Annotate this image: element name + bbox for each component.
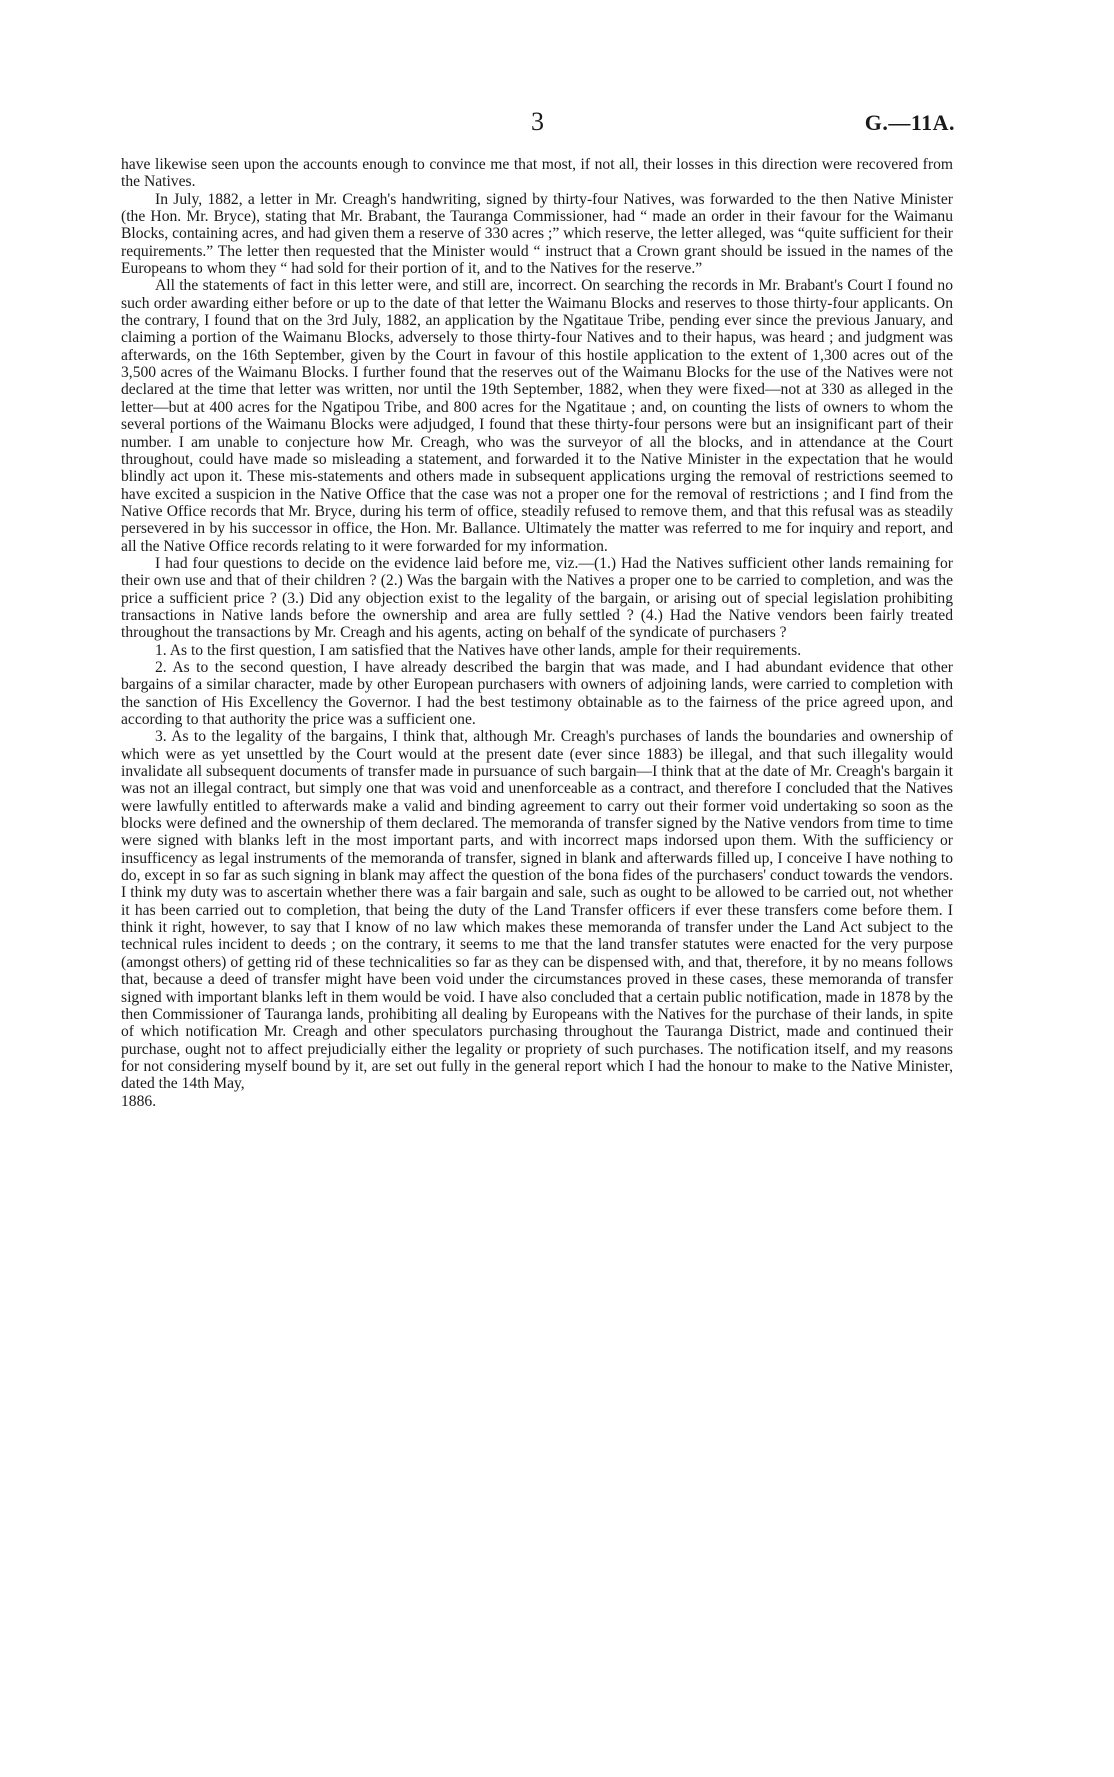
- paragraph-answer-3: 3. As to the legality of the bargains, I think that, although Mr. Creagh's purchases of lands the boundaries and ownership of which were as yet unsettled by the Court would at the present date (ever since 1883) be illegal, and that such illegality would invalidate all subsequent documents of transfer made in pursuance of such bargain—I think that at the date of Mr. Creagh's bargain it was not an illegal contract, but simply one that was void and unenforceable as a contract, and therefore I concluded that the Natives were lawfully entitled to afterwards make a valid and binding agreement to carry out their former void undertaking so soon as the blocks were defined and the ownership of them declared. The memoranda of transfer signed by the Native vendors from time to time were signed with blanks left in the most important parts, and with incorrect maps indorsed upon them. With the sufficiency or insufficency as legal instruments of the memoranda of transfer, signed in blank and afterwards filled up, I conceive I have nothing to do, except in so far as such signing in blank may affect the question of the bona fides of the purchasers' conduct towards the vendors. I think my duty was to ascertain whether there was a fair bargain and sale, such as ought to be allowed to be carried out, not whether it has been carried out to completion, that being the duty of the Land Transfer officers if ever these transfers come before them. I think it right, however, to say that I know of no law which makes these memoranda of transfer under the Land Act subject to the technical rules incident to deeds ; on the contrary, it seems to me that the land transfer statutes were enacted for the very purpose (amongst others) of getting rid of these technicalities so far as they can be dispensed with, and that, therefore, it by no means follows that, because a deed of transfer might have been void under the circumstances proved in these cases, these memoranda of transfer signed with important blanks left in them would be void. I have also concluded that a certain public notification, made in 1878 by the then Commissioner of Tauranga lands, prohibiting all dealing by Europeans with the Natives for the purchase of their lands, in spite of which notification Mr. Creagh and other speculators purchasing throughout the Tauranga District, made and continued their purchase, ought not to affect prejudicially either the legality or propriety of such purchases. The notification itself, and my reasons for not considering myself bound by it, are set out fully in the general report which I had the honour to make to the Native Minister, dated the 14th May,: [121, 728, 953, 1093]
- paragraph-answer-1: 1. As to the first question, I am satisfied that the Natives have other lands, ample for their requirements.: [155, 641, 802, 659]
- date-line: 1886.: [121, 1092, 157, 1110]
- paragraph-statements: All the statements of fact in this letter were, and still are, incorrect. On searching the records in Mr. Brabant's Court I found no such order awarding either before or up to the date of that letter the Waimanu Blocks and reserves to those thirty-four applicants. On the contrary, I found that on the 3rd July, 1882, an application by the Ngatitaue Tribe, pending ever since the previous January, and claiming a portion of the Waimanu Blocks, adversely to those thirty-four Natives and to their hapus, was heard ; and judgment was afterwards, on the 16th September, given by the Court in favour of this hostile application to the extent of 1,300 acres out of the 3,500 acres of the Waimanu Blocks. I further found that the reserves out of the Waimanu Blocks for the use of the Natives were not declared at the time that letter was written, nor until the 19th September, 1882, when they were fixed—not at 330 as alleged in the letter—but at 400 acres for the Ngatipou Tribe, and 800 acres for the Ngatitaue ; and, on counting the lists of owners to whom the several portions of the Waimanu Blocks were adjudged, I found that these thirty-four persons were but an insignificant part of their number. I am unable to conjecture how Mr. Creagh, who was the surveyor of all the blocks, and in attendance at the Court throughout, could have made so misleading a statement, and forwarded it to the Native Minister in the expectation that he would blindly act upon it. These mis-statements and others made in subsequent applications urging the removal of restrictions seemed to have excited a suspicion in the Native Office that the case was not a proper one for the removal of restrictions ; and I find from the Native Office records that Mr. Bryce, during his term of office, steadily refused to remove them, and that this refusal was as steadily persevered in by his successor in office, the Hon. Mr. Ballance. Ultimately the matter was referred to me for inquiry and report, and all the Native Office records relating to it were forwarded for my information.: [121, 277, 953, 555]
- paragraph-letter: In July, 1882, a letter in Mr. Creagh's handwriting, signed by thirty-four Natives, was forwarded to the then Native Minister (the Hon. Mr. Bryce), stating that Mr. Brabant, the Tauranga Commissioner, had “ made an order in their favour for the Waimanu Blocks, containing acres, and had given them a reserve of 330 acres ;” which reserve, the letter alleged, was “quite sufficient for their requirements.” The letter then requested that the Minister would “ instruct that a Crown grant should be issued in the names of the Europeans to whom they “ had sold for their portion of it, and to the Natives for the reserve.”: [121, 190, 953, 278]
- paragraph-continuation: have likewise seen upon the accounts enough to convince me that most, if not all, their losses in this direction were recovered from the Natives.: [121, 156, 953, 191]
- page-number: 3: [531, 107, 544, 136]
- paragraph-answer-2: 2. As to the second question, I have already described the bargin that was made, and I had abundant evidence that other bargains of a similar character, made by other European purchasers with owners of adjoining lands, were carried to completion with the sanction of His Excellency the Governor. I had the best testimony obtainable as to the fairness of the price agreed upon, and according to that authority the price was a sufficient one.: [121, 658, 953, 728]
- page-header: [120, 107, 955, 143]
- body-text: [121, 156, 953, 1110]
- paragraph-questions: I had four questions to decide on the evidence laid before me, viz.—(1.) Had the Natives sufficient other lands remaining for their own use and that of their children ? (2.) Was the bargain with the Natives a proper one to be carried to completion, and was the price a sufficient price ? (3.) Did any objection exist to the legality of the bargain, or arising out of special legislation prohibiting transactions in Native lands before the ownership and area are fully settled ? (4.) Had the Native vendors been fairly treated throughout the transactions by Mr. Creagh and his agents, acting on behalf of the syndicate of purchasers ?: [121, 554, 953, 642]
- document-reference: G.—11A.: [864, 110, 955, 135]
